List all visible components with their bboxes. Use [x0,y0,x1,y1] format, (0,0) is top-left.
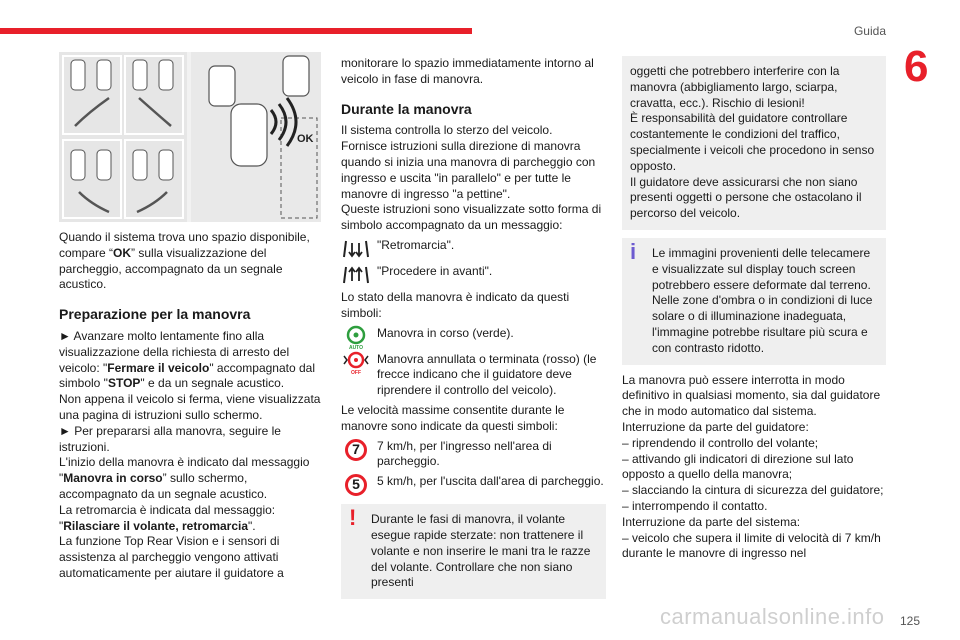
paragraph-interruption: La manovra può essere interrotta in modo definitivo in qualsiasi momento, sia dal guidatore che in modo automatico dal sistema. [622,372,881,419]
list-item: – veicolo che supera il limite di velocità di 7 km/h durante le manovre di ingresso nel [622,530,881,561]
paragraph-status: Lo stato della manovra è indicato da questi simboli: [341,289,570,320]
warning-box: ! Durante le fasi di manovra, il volante esegue rapide sterzate: non trattenere il volante e non inserire le mani tra le razze del volante. Controllare che non siano presenti [341,504,606,599]
section-title: Guida [853,24,886,38]
paragraph-steering: Il sistema controlla lo sterzo del veicolo. [341,123,553,138]
off-tag: OFF [351,369,361,376]
ok-label: OK [297,133,314,145]
heading-preparation: Preparazione per la manovra [59,306,251,323]
symbol-speed-7: 7 7 km/h, per l'ingresso nell'area di parcheggio. [341,439,606,471]
column-1 [59,230,321,582]
symbol-speed-5: 5 5 km/h, per l'uscita dall'area di parcheggio. [341,474,606,496]
paragraph-monitor: monitorare lo spazio immediatamente intorno al veicolo in fase di manovra. [341,56,594,86]
paragraph-system-interruption: Interruzione da parte del sistema: [622,514,801,529]
column-3 [622,56,886,562]
forward-arrow-icon [341,264,371,286]
paragraph-instructions-page: Non appena il veicolo si ferma, viene visualizzata una pagina di istruzioni sullo schermo. [59,392,321,422]
warning-icon: ! [349,505,357,531]
paragraph-top-rear-vision: La funzione Top Rear Vision e i sensori di assistenza al parcheggio vengono attivati automaticamente per aiutare il guidatore a [59,534,284,580]
symbol-cancelled: OFF Manovra annullata o terminata (rosso) (le frecce indicano che il guidatore deve riprendere il controllo del veicolo). [341,352,606,399]
intro-paragraph: Quando il sistema trova uno spazio disponibile, compare “OK” sulla visualizzazione del parcheggio, accompagnato da un segnale acustico. [59,230,310,292]
step-stop: ► Avanzare molto lentamente fino alla visualizzazione della richiesta di arresto del veicolo: "Fermare il veicolo" accompagnato dal simbolo "STOP" e da un segnale acustico. [59,328,315,391]
paragraph-directions: Fornisce istruzioni sulla direzione di manovra quando si inizia una manovra di parcheggio con ingresso e uscita "in parallelo" e per tutte le manovre di ingresso "a pettine". [341,139,596,201]
warning-box-continued: oggetti che potrebbero interferire con la manovra (abbigliamento largo, sciarpa, cravatta, ecc.). Rischio di lesioni! È responsabilità del guidatore controllare costantemente le condizioni del traffico, specialmente i veicoli che procedono in senso opposto. Il guidatore deve assicurarsi che non siano presenti oggetti o persone che ostacolano il percorso del veicolo. [622,56,886,230]
reverse-arrow-icon [341,238,371,260]
symbol-active: AUTO Manovra in corso (verde). [341,326,606,348]
info-box: i Le immagini provenienti delle telecamere e visualizzate sul display touch screen potrebbero essere deformate dal terreno. Nelle zone d'ombra o in condizioni di luce solare o di illuminazione inadeguata, l'immagine potrebbe risultare più scura e con contrasto ridotto. [622,238,886,365]
column-2 [341,56,606,607]
paragraph-symbols: Queste istruzioni sono visualizzate sotto forma di simbolo accompagnato da un messaggio: [341,202,602,233]
paragraph-reverse: La retromarcia è indicata dal messaggio: "Rilasciare il volante, retromarcia". [59,502,276,533]
auto-tag: AUTO [348,344,364,350]
list-item: – attivando gli indicatori di direzione sul lato opposto a quello della manovra; [622,451,854,482]
header-accent-bar [0,28,472,34]
paragraph-start: L'inizio della manovra è indicato dal messaggio "Manovra in corso” sullo schermo, accompagnato da un segnale acustico. [59,455,310,501]
speed-7-icon: 7 [345,439,367,461]
step-follow-instructions: ► Per prepararsi alla manovra, seguire le istruzioni. [59,423,281,454]
parking-diagram [59,52,321,222]
symbol-forward: "Procedere in avanti". [341,264,606,286]
heading-during: Durante la manovra [341,100,472,117]
speed-5-icon: 5 [345,474,367,496]
list-item: – interrompendo il contatto. [622,498,768,513]
paragraph-speeds: Le velocità massime consentite durante le manovre sono indicate da questi simboli: [341,402,565,433]
steering-active-icon [341,326,371,348]
paragraph-driver-interruption: Interruzione da parte del guidatore: [622,419,809,434]
page-number: 125 [900,614,921,628]
watermark: carmanualsonline.info [660,604,885,629]
steering-off-icon [341,352,371,374]
chapter-number: 6 [904,42,929,91]
list-item: – riprendendo il controllo del volante; [622,435,819,450]
symbol-reverse: "Retromarcia". [341,238,606,260]
parking-illustration [59,52,321,222]
info-icon: i [630,238,637,264]
list-item: – slacciando la cintura di sicurezza del guidatore; [622,483,884,498]
